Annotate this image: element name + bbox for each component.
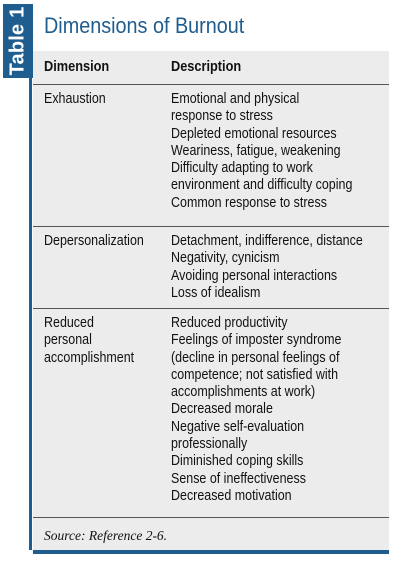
description-line: Sense of ineffectiveness [171, 470, 306, 487]
description-line: Difficulty adapting to work [171, 160, 313, 177]
table-header-row [33, 51, 389, 85]
description-line: Depleted emotional resources [171, 125, 337, 142]
description-line: Weariness, fatigue, weakening [171, 142, 341, 159]
description-cell [171, 315, 387, 505]
dimension-cell [44, 91, 164, 108]
description-line: Emotional and physical [171, 91, 300, 107]
description-line: Reduced productivity [171, 315, 288, 331]
description-cell [171, 91, 387, 212]
dimension-text: accomplishment [44, 349, 135, 366]
description-line: Decreased morale [171, 401, 273, 418]
dimension-text: Reduced [44, 315, 94, 331]
table-panel [33, 51, 389, 550]
description-line: Detachment, indifference, distance [171, 233, 363, 249]
description-line: accomplishments at work) [171, 384, 316, 401]
description-line: Common response to stress [171, 194, 327, 211]
description-cell [171, 233, 387, 302]
table-title: Dimensions of Burnout [44, 13, 245, 38]
dimension-text: personal [44, 332, 92, 349]
table-row [33, 227, 389, 310]
description-line: response to stress [171, 108, 273, 125]
description-line: competence; not satisfied with [171, 366, 339, 383]
dimension-cell [44, 233, 164, 250]
row-divider [33, 517, 389, 518]
description-line: Loss of idealism [171, 284, 261, 301]
description-line: Diminished coping skills [171, 453, 304, 470]
table-label: Table 1 [6, 6, 29, 76]
table-row [33, 85, 389, 227]
bottom-accent-rule [33, 550, 389, 554]
column-header-description: Description [171, 59, 242, 75]
description-line: (decline in personal feelings of [171, 349, 340, 366]
side-accent-rule [29, 78, 32, 550]
table-label-tab [3, 4, 33, 78]
dimension-text: Exhaustion [44, 91, 106, 107]
description-line: Negative self-evaluation [171, 418, 305, 435]
column-header-dimension: Dimension [44, 59, 110, 75]
description-line: Decreased motivation [171, 487, 292, 504]
table-row [33, 309, 389, 519]
description-line: environment and difficulty coping [171, 177, 353, 194]
dimension-cell [44, 315, 164, 367]
description-line: Avoiding personal interactions [171, 267, 338, 284]
description-line: professionally [171, 436, 248, 453]
description-line: Negativity, cynicism [171, 250, 280, 267]
source-note: Source: Reference 2-6. [44, 528, 168, 543]
dimension-text: Depersonalization [44, 233, 144, 249]
description-line: Feelings of imposter syndrome [171, 332, 342, 349]
